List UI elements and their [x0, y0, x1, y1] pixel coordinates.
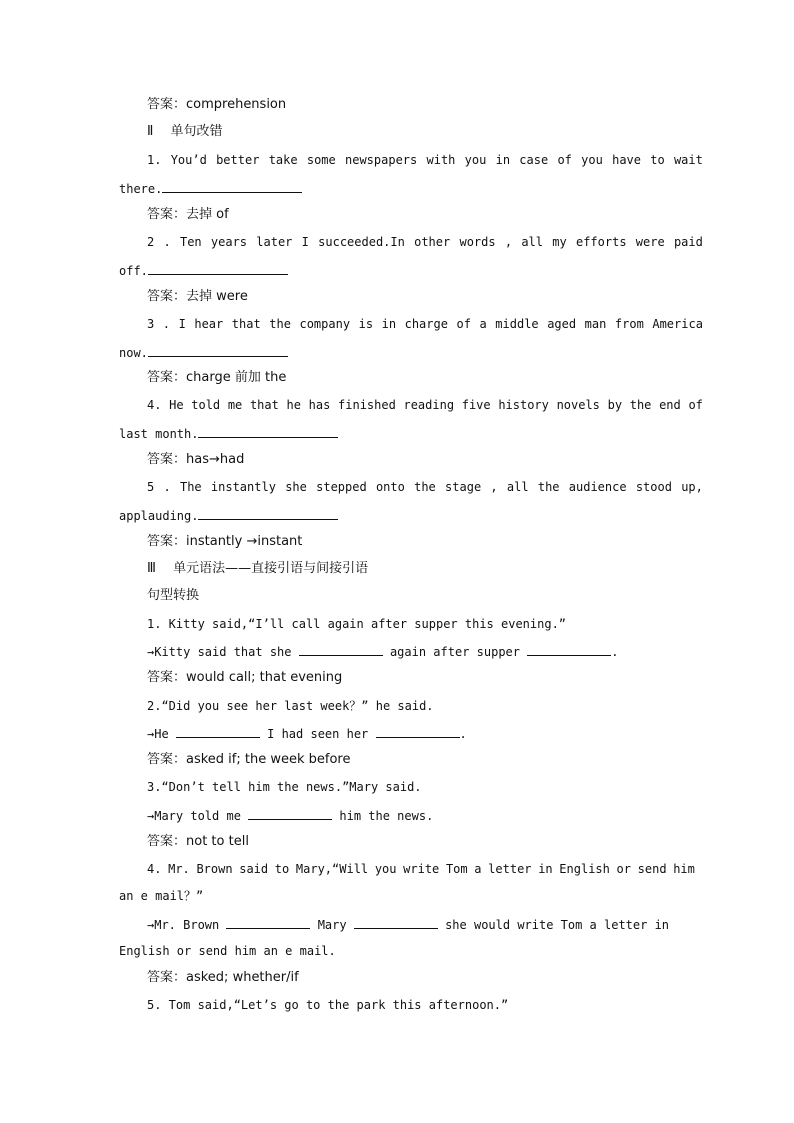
- word: Ten: [179, 235, 202, 249]
- word: other: [414, 235, 451, 249]
- rewrite-line: English or send him an e mail.: [119, 944, 336, 958]
- word: of: [688, 398, 703, 412]
- question-line: [147, 234, 703, 250]
- word: .: [162, 317, 171, 331]
- word: You’d: [170, 153, 207, 167]
- answer-line: 答案：去掉 of: [147, 207, 229, 222]
- word: .: [163, 480, 171, 494]
- question-line: 5. Tom said,“Let’s go to the park this afternoon.”: [147, 998, 509, 1012]
- word: that: [249, 398, 279, 412]
- answer-blank[interactable]: [162, 180, 302, 193]
- word: aged: [547, 317, 577, 331]
- word: the: [537, 480, 560, 494]
- word: I: [301, 235, 309, 249]
- word: words: [459, 235, 496, 249]
- word: by: [607, 398, 623, 412]
- word: or: [616, 862, 631, 876]
- answer-blank[interactable]: [148, 262, 288, 275]
- word: He: [169, 398, 184, 412]
- question-line: [147, 152, 703, 168]
- word: told: [191, 398, 221, 412]
- word: America: [652, 317, 703, 331]
- word: ,: [490, 480, 498, 494]
- question-line: [147, 861, 695, 877]
- word: the: [269, 317, 291, 331]
- word: end: [659, 398, 681, 412]
- word: you: [374, 862, 397, 876]
- question-line: an e mail？”: [119, 889, 204, 903]
- word: all: [506, 480, 529, 494]
- word: my: [552, 235, 567, 249]
- answer-line: 答案：has→had: [147, 452, 245, 467]
- word: stage: [445, 480, 482, 494]
- word: said: [239, 862, 269, 876]
- word: audience: [568, 480, 627, 494]
- answer-line: 答案：去掉 were: [147, 289, 248, 304]
- word: letter: [488, 862, 532, 876]
- word: Mary,“Will: [295, 862, 369, 876]
- word: have: [612, 153, 641, 167]
- word: five: [461, 398, 491, 412]
- word: instantly: [210, 480, 276, 494]
- word: has: [308, 398, 331, 412]
- question-line: 2.“Did you see her last week？” he said.: [147, 699, 434, 713]
- word: charge: [404, 317, 448, 331]
- answer-line: 答案：would call; that evening: [147, 670, 343, 685]
- answer-blank[interactable]: [198, 507, 338, 520]
- question-line: now.: [119, 344, 288, 361]
- rewrite-line: →Kitty said that she again after supper .: [147, 645, 619, 659]
- word: in: [381, 317, 397, 331]
- answer-blank[interactable]: [198, 425, 338, 438]
- word: that: [231, 317, 261, 331]
- word: you: [581, 153, 603, 167]
- section-heading: Ⅲ 单元语法——直接引语与间接引语: [147, 561, 369, 576]
- answer-line: 答案：not to tell: [147, 834, 249, 849]
- word: to: [274, 862, 290, 876]
- rewrite-line: →He I had seen her .: [147, 727, 467, 741]
- word: better: [216, 153, 260, 167]
- word: all: [521, 235, 544, 249]
- word: novels: [556, 398, 600, 412]
- section-subheading: 句型转换: [147, 588, 200, 603]
- word: Tom: [445, 862, 468, 876]
- rewrite-line: →Mary told me him the news.: [147, 809, 434, 823]
- word: wait: [673, 153, 703, 167]
- question-line: last month.: [119, 425, 338, 442]
- word: him: [673, 862, 695, 876]
- answer-blank[interactable]: [148, 344, 288, 357]
- word: with: [426, 153, 456, 167]
- word: she: [285, 480, 307, 494]
- word: of: [456, 317, 471, 331]
- word: newspapers: [345, 153, 418, 167]
- word: English: [559, 862, 610, 876]
- word: to: [650, 153, 665, 167]
- word: 2: [147, 235, 155, 249]
- word: stood: [635, 480, 672, 494]
- question-line: 3.“Don’t tell him the news.”Mary said.: [147, 780, 422, 794]
- word: in: [495, 153, 511, 167]
- word: onto: [375, 480, 405, 494]
- word: a: [479, 317, 487, 331]
- word: were: [635, 235, 665, 249]
- word: 3: [147, 317, 155, 331]
- question-line: [147, 316, 703, 332]
- question-line: [147, 479, 703, 495]
- word: .: [163, 235, 171, 249]
- word: finished: [338, 398, 396, 412]
- rewrite-line: →Mr. Brown Mary she would write Tom a letter in: [147, 918, 670, 932]
- answer-line: 答案：instantly →instant: [147, 534, 303, 549]
- question-line: off.: [119, 262, 288, 279]
- word: succeeded.In: [318, 235, 405, 249]
- word: of: [557, 153, 572, 167]
- word: Mr.: [168, 862, 190, 876]
- question-line: applauding.: [119, 507, 338, 524]
- answer-line: 答案：charge 前加 the: [147, 370, 287, 385]
- question-line: 1. Kitty said,“I’ll call again after supper this evening.”: [147, 617, 567, 631]
- word: efforts: [575, 235, 627, 249]
- word: company: [299, 317, 351, 331]
- answer-blank[interactable]: [376, 725, 460, 738]
- word: 4.: [147, 862, 162, 876]
- question-line: [147, 397, 703, 413]
- word: I: [178, 317, 186, 331]
- word: Brown: [196, 862, 233, 876]
- answer-line: 答案：asked; whether/if: [147, 970, 299, 985]
- answer-blank[interactable]: [176, 725, 260, 738]
- answer-line: 答案：comprehension: [147, 97, 287, 112]
- word: from: [614, 317, 644, 331]
- section-heading: Ⅱ 单句改错: [147, 124, 223, 139]
- answer-blank[interactable]: [299, 643, 383, 656]
- answer-blank[interactable]: [248, 807, 332, 820]
- word: 1.: [147, 153, 162, 167]
- word: man: [584, 317, 607, 331]
- word: later: [256, 235, 293, 249]
- word: 4.: [147, 398, 162, 412]
- word: a: [474, 862, 482, 876]
- question-line: there.: [119, 180, 302, 197]
- word: some: [306, 153, 336, 167]
- word: case: [519, 153, 549, 167]
- word: the: [629, 398, 652, 412]
- word: is: [358, 317, 374, 331]
- word: the: [414, 480, 436, 494]
- word: take: [268, 153, 298, 167]
- word: paid: [673, 235, 703, 249]
- word: write: [403, 862, 440, 876]
- answer-blank[interactable]: [527, 643, 611, 656]
- word: he: [286, 398, 301, 412]
- answer-blank[interactable]: [354, 916, 438, 929]
- answer-line: 答案：asked if; the week before: [147, 752, 351, 767]
- word: history: [498, 398, 549, 412]
- word: hear: [194, 317, 224, 331]
- word: up,: [681, 480, 703, 494]
- word: The: [179, 480, 202, 494]
- word: middle: [495, 317, 539, 331]
- word: me: [227, 398, 243, 412]
- word: stepped: [316, 480, 367, 494]
- word: 5: [147, 480, 155, 494]
- word: you: [464, 153, 487, 167]
- word: years: [210, 235, 248, 249]
- word: in: [538, 862, 553, 876]
- word: reading: [403, 398, 455, 412]
- word: send: [637, 862, 667, 876]
- word: ,: [504, 235, 513, 249]
- answer-blank[interactable]: [226, 916, 310, 929]
